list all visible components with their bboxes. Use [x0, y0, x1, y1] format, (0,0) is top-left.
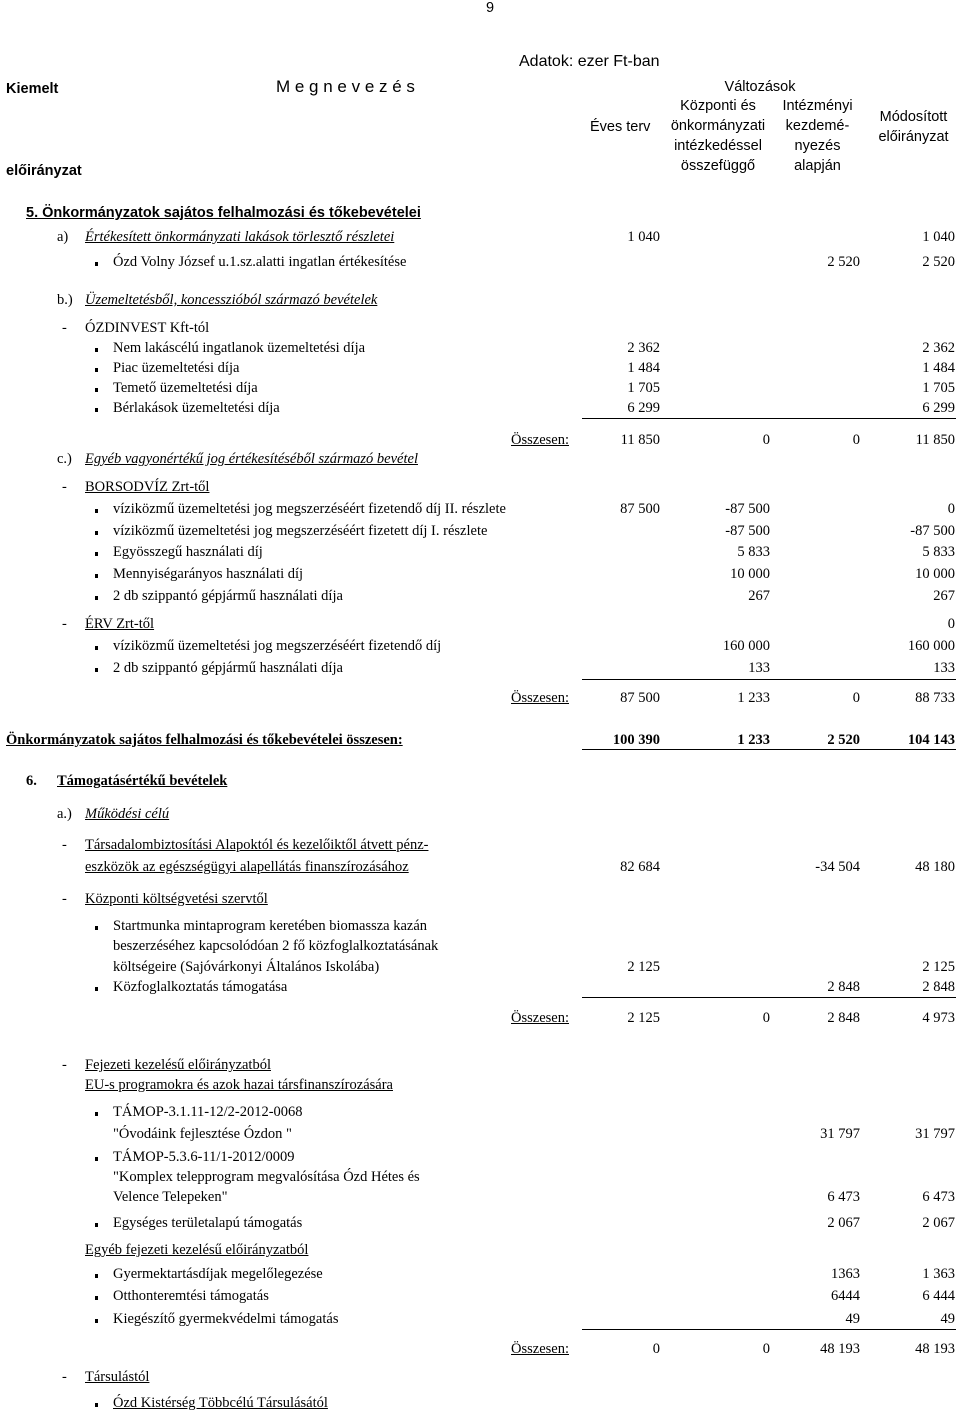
s5-c-item-label: Egyösszegű használati díj [113, 544, 263, 560]
s5-a-mod: 1 040 [922, 229, 955, 245]
bullet [95, 368, 98, 372]
s5-c2-item-koz: 160 000 [722, 638, 770, 654]
s5-a-letter: a) [57, 229, 69, 245]
s6-egyeb-item-mod: 49 [940, 1311, 955, 1327]
col-intezmenyi: Intézményi kezdemé- nyezés alapján [782, 98, 853, 174]
s6-kk-title: Központi költségvetési szervtől [85, 891, 268, 907]
s6-tb-int: -34 504 [815, 859, 860, 875]
s5-a-eves: 1 040 [627, 229, 660, 245]
s6-kk-item1-eves: 2 125 [627, 959, 660, 975]
col-modositott: Módosított előirányzat [878, 109, 949, 145]
s6-egyseges-int: 2 067 [827, 1215, 860, 1231]
s5-c-item-koz: 5 833 [737, 544, 770, 560]
bullet [95, 348, 98, 352]
col-megnevezes: M e g n e v e z é s [276, 77, 415, 96]
s6-kk-total-eves: 2 125 [627, 1010, 660, 1026]
s6-a-title: Működési célú [85, 806, 170, 822]
s5-a-item-int: 2 520 [827, 254, 860, 270]
s6-tb-mod: 48 180 [915, 859, 955, 875]
s6-kk-item2-mod: 2 848 [922, 979, 955, 995]
s5-grand-total-mod: 104 143 [907, 732, 955, 748]
s5-grand-total-koz: 1 233 [737, 732, 770, 748]
s6-kk-total-int: 2 848 [827, 1010, 860, 1026]
s5-a-item: Ózd Volny József u.1.sz.alatti ingatlan értékesítése [113, 254, 407, 270]
subtotal-line [582, 1329, 956, 1330]
s5-c-item-label: Mennyiségarányos használati díj [113, 566, 304, 582]
bullet [95, 596, 98, 600]
s5-c-title: Egyéb vagyonértékű jog értékesítéséből származó bevétel [85, 451, 418, 467]
s5-c2-item-mod: 160 000 [907, 638, 955, 654]
s6-a-letter: a.) [57, 806, 72, 822]
section-6-title: Támogatásértékű bevételek [57, 773, 228, 789]
dash: - [62, 837, 67, 853]
col-valtozasok: Változások [724, 79, 796, 95]
bullet [95, 1274, 98, 1278]
s5-c-item-mod: -87 500 [910, 523, 955, 539]
s5-b-org: ÓZDINVEST Kft-tól [85, 320, 210, 336]
s6-egyeb-item-mod: 6 444 [922, 1288, 955, 1304]
s5-c2-item-label: víziközmű üzemeltetési jog megszerzéséért fizetendő díj [113, 638, 442, 654]
subtotal-line [582, 679, 956, 680]
s6-egyeb-item-int: 1363 [831, 1266, 860, 1282]
s5-c-item-koz: -87 500 [725, 523, 770, 539]
s6-tamop2-mod: 6 473 [922, 1189, 955, 1205]
s6-fk-total-eves: 0 [652, 1341, 660, 1357]
s5-b-item-eves: 1 484 [627, 360, 660, 376]
s6-egyeb-title: Egyéb fejezeti kezelésű előirányzatból [85, 1242, 309, 1258]
s5-b-item-mod: 1 484 [922, 360, 955, 376]
s5-b-item-label: Bérlakások üzemeltetési díja [113, 400, 280, 416]
s5-b-item-label: Nem lakáscélú ingatlanok üzemeltetési díja [113, 340, 366, 356]
dash: - [62, 479, 67, 495]
s5-c2-item-koz: 133 [748, 660, 770, 676]
s6-fk-total-int: 48 193 [820, 1341, 860, 1357]
bullet [95, 668, 98, 672]
s5-c-total-mod: 88 733 [915, 690, 955, 706]
s6-tamop1-mod: 31 797 [915, 1126, 955, 1142]
s6-tamop1-int: 31 797 [820, 1126, 860, 1142]
s5-a-item-mod: 2 520 [922, 254, 955, 270]
s6-egyeb-item-label: Otthonteremtési támogatás [113, 1288, 269, 1304]
s5-c-letter: c.) [57, 451, 72, 467]
s5-b-total-mod: 11 850 [915, 432, 955, 448]
s6-fk-total-label: Összesen: [511, 1341, 569, 1357]
bullet [95, 1296, 98, 1300]
s5-c-item-koz: -87 500 [725, 501, 770, 517]
s5-c2-item-label: 2 db szippantó gépjármű használati díja [113, 660, 343, 676]
col-kozponti: Központi és önkormányzati intézkedéssel összefüggő [670, 98, 766, 174]
s5-b-total-int: 0 [852, 432, 860, 448]
s6-tb-eves: 82 684 [620, 859, 660, 875]
bullet [95, 987, 98, 991]
page-number: 9 [485, 0, 495, 16]
s5-c-item-koz: 10 000 [730, 566, 770, 582]
s5-b-item-eves: 6 299 [627, 400, 660, 416]
bullet [95, 388, 98, 392]
col-kiemelt: Kiemelt [6, 81, 59, 97]
s5-b-item-eves: 2 362 [627, 340, 660, 356]
bullet [95, 926, 98, 930]
s6-kk-total-mod: 4 973 [922, 1010, 955, 1026]
s5-b-item-label: Temető üzemeltetési díja [113, 380, 258, 396]
s6-tars-title: Társulástól [85, 1369, 150, 1385]
s6-tamop2-int: 6 473 [827, 1189, 860, 1205]
bullet [95, 1157, 98, 1161]
col-eloiranyzat: előirányzat [6, 163, 82, 179]
s5-c-item-mod: 0 [947, 501, 955, 517]
s6-kk-total-koz: 0 [762, 1010, 770, 1026]
s5-a-title: Értékesített önkormányzati lakások törlesztő részletei [85, 229, 395, 245]
s6-egyseges: Egységes területalapú támogatás [113, 1215, 303, 1231]
subtotal-line [582, 997, 956, 998]
s6-egyeb-item-mod: 1 363 [922, 1266, 955, 1282]
total-underline [582, 749, 956, 750]
s6-egyeb-item-int: 49 [845, 1311, 860, 1327]
s5-c-total-eves: 87 500 [620, 690, 660, 706]
bullet [95, 646, 98, 650]
s5-c-item-label: víziközmű üzemeltetési jog megszerzéséért fizetett díj I. részlete [113, 523, 488, 539]
dash: - [62, 891, 67, 907]
s6-kk-item1-line: beszerzéséhez kapcsolódóan 2 fő közfoglalkoztatásának [113, 938, 439, 954]
bullet [95, 1223, 98, 1227]
s5-c-item-eves: 87 500 [620, 501, 660, 517]
col-eves-terv: Éves terv [590, 119, 651, 135]
bullet [95, 1112, 98, 1116]
s5-c-item-mod: 267 [933, 588, 955, 604]
units-note: Adatok: ezer Ft-ban [519, 53, 660, 70]
s5-c-org1: BORSODVÍZ Zrt-től [85, 479, 210, 495]
s5-c-total-int: 0 [852, 690, 860, 706]
s5-b-item-eves: 1 705 [627, 380, 660, 396]
s6-fk-sub: EU-s programokra és azok hazai társfinanszírozására [85, 1077, 393, 1093]
bullet [95, 509, 98, 513]
dash: - [62, 616, 67, 632]
s5-c-item-koz: 267 [748, 588, 770, 604]
s5-c-total-koz: 1 233 [737, 690, 770, 706]
s5-c-item-label: víziközmű üzemeltetési jog megszerzéséért fizetendő díj II. részlete [113, 501, 506, 517]
s6-kk-item2: Közfoglalkoztatás támogatása [113, 979, 288, 995]
s5-b-item-mod: 2 362 [922, 340, 955, 356]
s6-kk-total-label: Összesen: [511, 1010, 569, 1026]
s6-kk-item1-line: költségeire (Sajóvárkonyi Általános Iskolába) [113, 959, 380, 975]
s5-c-org2-mod: 0 [947, 616, 955, 632]
s6-egyeb-item-label: Gyermektartásdíjak megelőlegezése [113, 1266, 323, 1282]
s5-b-item-mod: 1 705 [922, 380, 955, 396]
s6-egyeb-item-label: Kiegészítő gyermekvédelmi támogatás [113, 1311, 339, 1327]
s5-c-item-label: 2 db szippantó gépjármű használati díja [113, 588, 343, 604]
bullet [95, 262, 98, 266]
section-5-title: 5. Önkormányzatok sajátos felhalmozási és tőkebevételei [26, 205, 421, 221]
bullet [95, 531, 98, 535]
bullet [95, 1319, 98, 1323]
dash: - [62, 1057, 67, 1073]
bullet [95, 552, 98, 556]
s6-fk-total-mod: 48 193 [915, 1341, 955, 1357]
s5-grand-total-eves: 100 390 [612, 732, 660, 748]
s5-c-total-label: Összesen: [511, 690, 569, 706]
s5-c-item-mod: 10 000 [915, 566, 955, 582]
s6-egyseges-mod: 2 067 [922, 1215, 955, 1231]
s5-b-total-label: Összesen: [511, 432, 569, 448]
s6-tamop1-line: "Óvodáink fejlesztése Ózdon " [113, 1126, 292, 1142]
s6-tamop1-line: TÁMOP-3.1.11-12/2-2012-0068 [113, 1104, 303, 1120]
s5-b-total-eves: 11 850 [620, 432, 660, 448]
dash: - [62, 320, 67, 336]
section-6-num: 6. [26, 773, 37, 789]
s5-grand-total-int: 2 520 [827, 732, 860, 748]
s5-b-letter: b.) [57, 292, 73, 308]
s5-b-item-label: Piac üzemeltetési díja [113, 360, 240, 376]
s6-kk-item1-mod: 2 125 [922, 959, 955, 975]
s5-b-title: Üzemeltetésből, koncesszióból származó bevételek [85, 292, 378, 308]
s6-egyeb-item-int: 6444 [831, 1288, 860, 1304]
s6-kk-item2-int: 2 848 [827, 979, 860, 995]
s6-tars-item: Ózd Kistérség Többcélú Társulásától [113, 1395, 328, 1411]
s5-grand-total-label: Önkormányzatok sajátos felhalmozási és tőkebevételei összesen: [6, 732, 403, 748]
s5-c2-item-mod: 133 [933, 660, 955, 676]
s5-c-item-mod: 5 833 [922, 544, 955, 560]
s5-b-total-koz: 0 [762, 432, 770, 448]
bullet [95, 574, 98, 578]
s6-fk-title: Fejezeti kezelésű előirányzatból [85, 1057, 271, 1073]
bullet [95, 408, 98, 412]
s6-kk-item1-line: Startmunka mintaprogram keretében biomassza kazán [113, 918, 428, 934]
subtotal-line [582, 418, 956, 419]
dash: - [62, 1369, 67, 1385]
s6-tb-line2: eszközök az egészségügyi alapellátás finanszírozásához [85, 859, 409, 875]
s6-tb-line1: Társadalombiztosítási Alapoktól és kezelőiktől átvett pénz- [85, 837, 429, 853]
bullet [95, 1403, 98, 1407]
s6-tamop2-line: "Komplex telepprogram megvalósítása Ózd Hétes és [113, 1169, 420, 1185]
s6-tamop2-line: TÁMOP-5.3.6-11/1-2012/0009 [113, 1149, 295, 1165]
s6-fk-total-koz: 0 [762, 1341, 770, 1357]
s6-tamop2-line: Velence Telepeken" [113, 1189, 228, 1205]
s5-c-org2: ÉRV Zrt-től [85, 616, 155, 632]
s5-b-item-mod: 6 299 [922, 400, 955, 416]
